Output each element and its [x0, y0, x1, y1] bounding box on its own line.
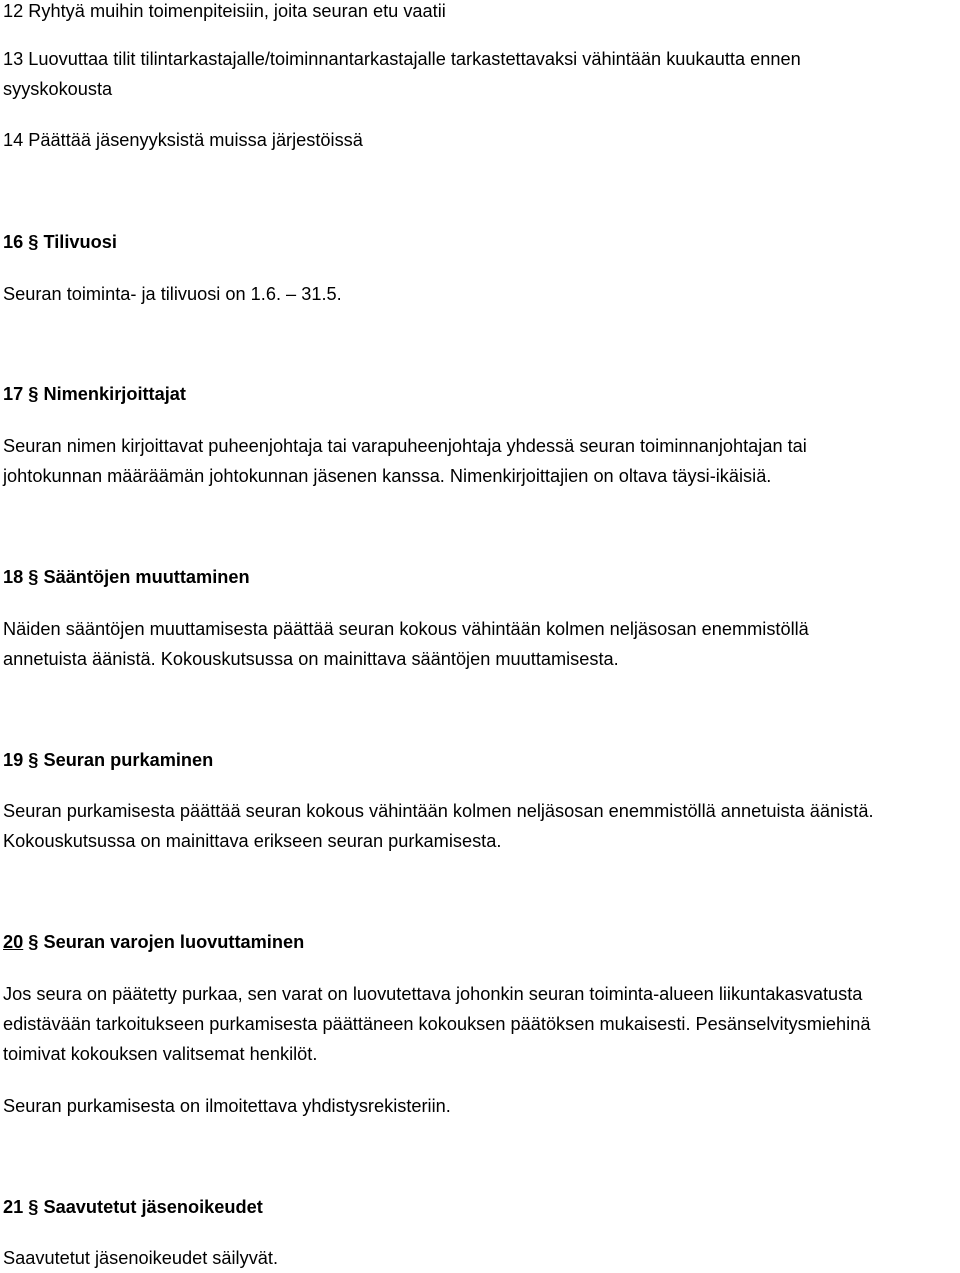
section-18-line-2: annetuista äänistä. Kokouskutsussa on mainittava sääntöjen muuttamisesta. [3, 649, 619, 669]
item-13-line-2: syyskokousta [3, 79, 113, 99]
section-20-line-1: Jos seura on päätetty purkaa, sen varat on luovutettava johonkin seuran toiminta-alueen liikuntakasvatusta [3, 984, 863, 1004]
section-18-heading: 18 § Sääntöjen muuttaminen [3, 567, 250, 587]
section-19-line-1: Seuran purkamisesta päättää seuran kokous vähintään kolmen neljäsosan enemmistöllä annetuista äänistä. [3, 801, 874, 821]
section-21-heading: 21 § Saavutetut jäsenoikeudet [3, 1197, 263, 1217]
section-16-heading: 16 § Tilivuosi [3, 232, 117, 252]
section-18-line-1: Näiden sääntöjen muuttamisesta päättää seuran kokous vähintään kolmen neljäsosan enemmistöllä [3, 619, 809, 639]
item-14: 14 Päättää jäsenyyksistä muissa järjestöissä [3, 130, 363, 150]
section-19-heading: 19 § Seuran purkaminen [3, 750, 214, 770]
section-20-heading [3, 927, 304, 957]
section-21-text: Saavutetut jäsenoikeudet säilyvät. [3, 1248, 279, 1268]
section-20-line-4: Seuran purkamisesta on ilmoitettava yhdistysrekisteriin. [3, 1096, 451, 1116]
section-20-line-3: toimivat kokouksen valitsemat henkilöt. [3, 1044, 318, 1064]
section-20-line-2: edistävään tarkoitukseen purkamisesta päättäneen kokouksen päätöksen mukaisesti. Pesänselvitysmiehinä [3, 1014, 871, 1034]
section-20-title: § Seuran varojen luovuttaminen [23, 932, 305, 952]
item-12: 12 Ryhtyä muihin toimenpiteisiin, joita seuran etu vaatii [3, 1, 446, 21]
section-16-text: Seuran toiminta- ja tilivuosi on 1.6. – 31.5. [3, 284, 342, 304]
section-17-line-2: johtokunnan määräämän johtokunnan jäsenen kanssa. Nimenkirjoittajien on oltava täysi-ikäisiä. [3, 466, 772, 486]
section-20-number: 20 [3, 932, 24, 952]
section-19-line-2: Kokouskutsussa on mainittava erikseen seuran purkamisesta. [3, 831, 502, 851]
section-17-line-1: Seuran nimen kirjoittavat puheenjohtaja tai varapuheenjohtaja yhdessä seuran toiminnanjohtajan tai [3, 436, 807, 456]
item-13-line-1: 13 Luovuttaa tilit tilintarkastajalle/toiminnantarkastajalle tarkastettavaksi vähintään kuukautta ennen [3, 49, 801, 69]
section-17-heading: 17 § Nimenkirjoittajat [3, 384, 186, 404]
